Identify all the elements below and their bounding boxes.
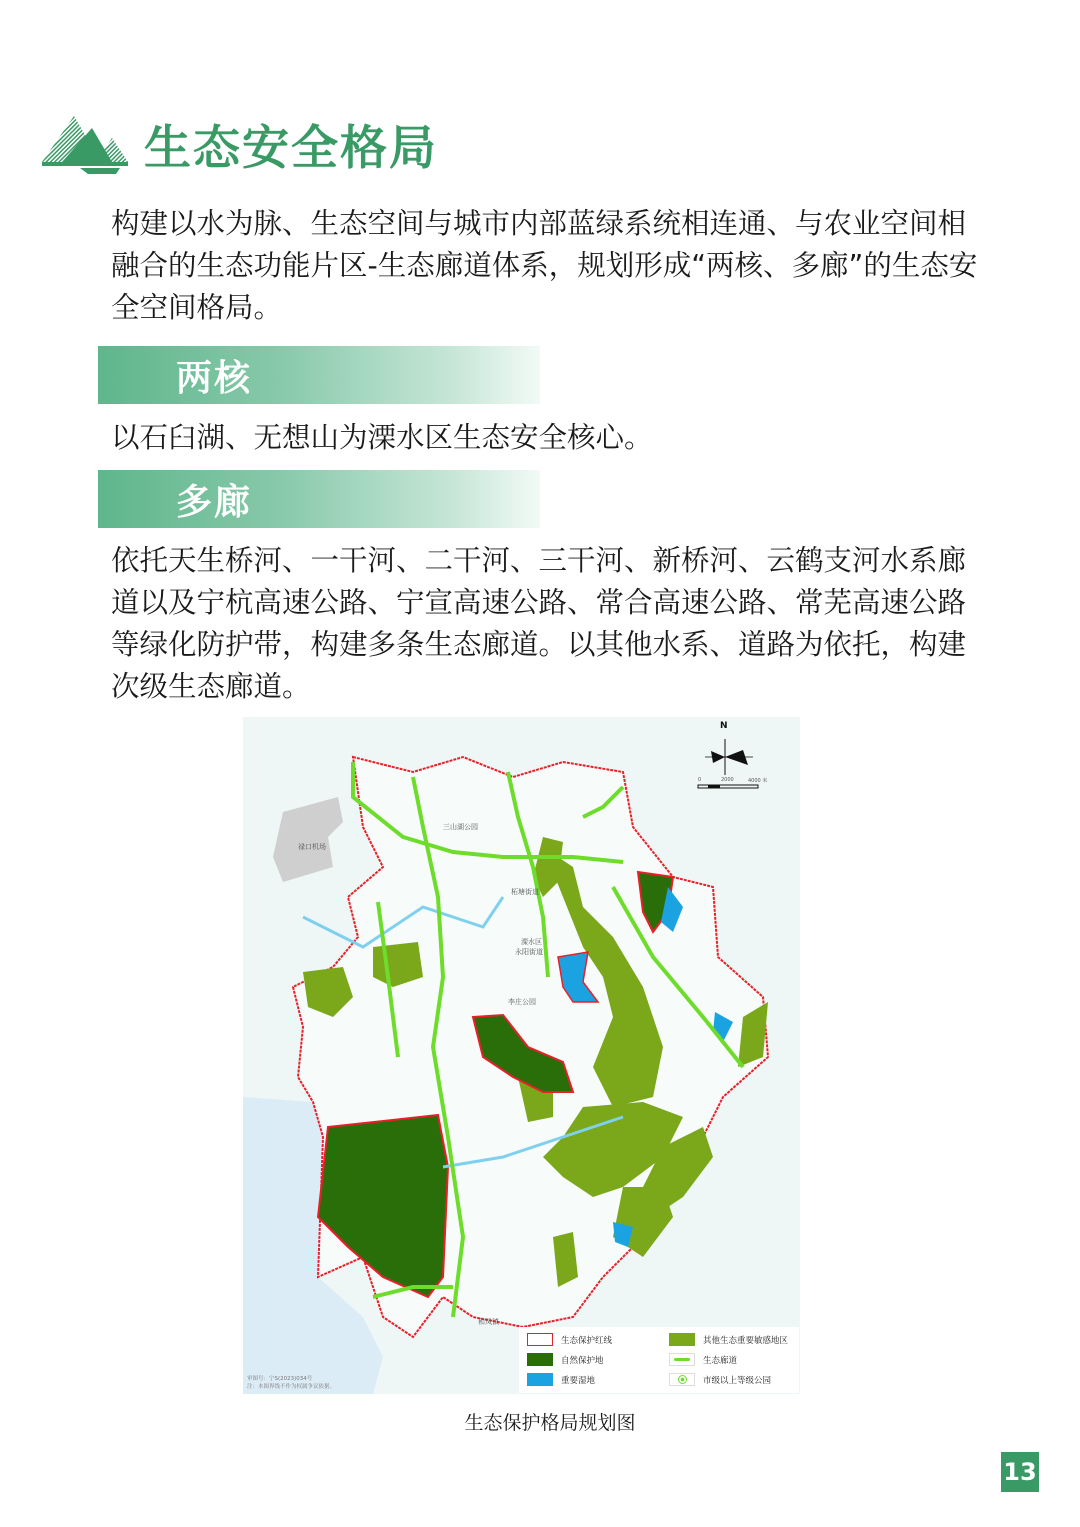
scale-label: 4000 米 bbox=[748, 778, 768, 784]
legend-item bbox=[527, 1333, 612, 1346]
scale-label: 2000 bbox=[721, 777, 734, 783]
map-label-street: 永阳街道 bbox=[515, 948, 543, 956]
section-paragraph: 依托天生桥河、一干河、二干河、三干河、新桥河、云鹤支河水系廊道以及宁杭高速公路、宁宣高速公路、常合高速公路、常芜高速公路等绿化防护带，构建多条生态廊道。以其他水系、道路为依托，构建次级生态廊道。 bbox=[111, 544, 967, 703]
map-label-park: 李庄公园 bbox=[508, 998, 536, 1006]
section-heading-bar bbox=[98, 346, 540, 404]
wetland-swatch bbox=[527, 1373, 553, 1386]
legend-item bbox=[527, 1373, 595, 1386]
north-label: N bbox=[720, 721, 728, 731]
legend-item bbox=[669, 1333, 788, 1346]
scale-label: 0 bbox=[698, 777, 702, 783]
map-legend bbox=[519, 1327, 799, 1393]
intro-paragraph: 构建以水为脉、生态空间与城市内部蓝绿系统相连通、与农业空间相融合的生态功能片区-生态廊道体系，规划形成“两核、多廊”的生态安全空间格局。 bbox=[111, 207, 978, 324]
legend-item bbox=[527, 1353, 604, 1366]
mountain-logo-icon bbox=[40, 112, 130, 176]
legend-label: 重要湿地 bbox=[561, 1375, 596, 1386]
nature-reserve-swatch bbox=[527, 1353, 553, 1366]
corridor-swatch bbox=[669, 1353, 695, 1366]
map-disclaimer bbox=[247, 1375, 335, 1391]
figure-caption: 生态保护格局规划图 bbox=[464, 1412, 636, 1434]
sensitive-swatch bbox=[669, 1333, 695, 1346]
map-label-district: 溧水区 bbox=[521, 938, 542, 946]
map-label-airport: 禄口机场 bbox=[298, 843, 326, 851]
legend-label: 市级以上等级公园 bbox=[703, 1375, 772, 1386]
map-label-street: 柘塘街道 bbox=[511, 888, 539, 896]
park-swatch bbox=[669, 1373, 695, 1386]
legend-label: 自然保护地 bbox=[561, 1355, 604, 1366]
legend-label: 其他生态重要敏感地区 bbox=[703, 1335, 789, 1346]
map-label-park: 三山湖公园 bbox=[443, 823, 478, 831]
legend-item bbox=[669, 1373, 771, 1386]
ecological-protection-map bbox=[243, 717, 800, 1394]
legend-item bbox=[669, 1353, 737, 1366]
legend-label: 生态保护红线 bbox=[561, 1335, 613, 1346]
disclaimer-line: 审图号：宁S(2023)034号 bbox=[247, 1376, 313, 1382]
map-label-town: 和凤镇 bbox=[478, 1318, 499, 1326]
page-header bbox=[40, 104, 438, 184]
map-graphic bbox=[243, 717, 800, 1394]
disclaimer-line: 注：本图界线不作为权属争议依据。 bbox=[247, 1384, 336, 1390]
section-paragraph: 以石臼湖、无想山为溧水区生态安全核心。 bbox=[111, 421, 653, 454]
legend-label: 生态廊道 bbox=[703, 1355, 738, 1366]
page-title: 生态安全格局 bbox=[144, 120, 438, 176]
page-number: 13 bbox=[1001, 1452, 1039, 1492]
section-heading: 两核 bbox=[176, 358, 253, 399]
redline-swatch bbox=[527, 1333, 553, 1346]
section-heading: 多廊 bbox=[176, 482, 253, 523]
section-heading-bar bbox=[98, 470, 540, 528]
